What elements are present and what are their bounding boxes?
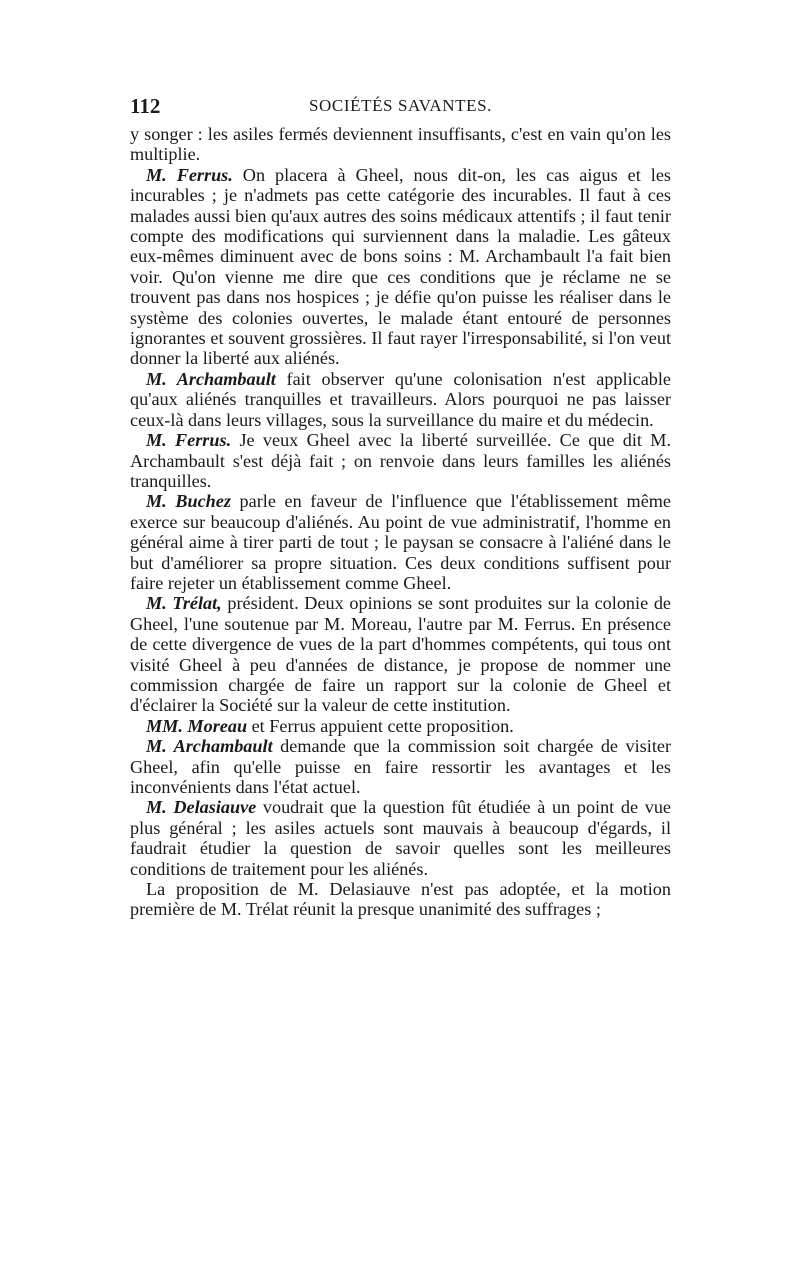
paragraph xyxy=(130,430,671,491)
speaker-name: M. Buchez xyxy=(146,491,231,512)
speaker-name: M. Trélat, xyxy=(146,593,222,614)
speaker-name: M. Archambault xyxy=(146,368,276,389)
speaker-name: M. Ferrus. xyxy=(146,430,232,451)
paragraph-text: demande que la commission soit chargée de visiter Gheel, afin qu'elle puisse en faire ressortir les avantages et les inconvénients dans l'état actuel. xyxy=(130,736,671,797)
paragraph xyxy=(130,165,671,369)
paragraph-text: président. Deux opinions se sont produites sur la colonie de Gheel, l'une soutenue par M. Moreau, l'autre par M. Ferrus. En présence de cette divergence de vues de la part d'hommes compétents, qui tous ont visité Gheel à peu d'années de distance, je propose de nommer une commission chargée de faire un rapport sur la colonie de Gheel et d'éclairer la Société sur la valeur de cette institution. xyxy=(130,593,671,716)
paragraph xyxy=(130,491,671,593)
paragraph-text: La proposition de M. Delasiauve n'est pas adoptée, et la motion première de M. Trélat réunit la presque unanimité des suffrages ; xyxy=(130,879,671,920)
paragraph xyxy=(130,879,671,920)
paragraph xyxy=(130,716,671,736)
book-page xyxy=(130,92,671,920)
paragraph xyxy=(130,124,671,165)
speaker-name: MM. Moreau xyxy=(146,715,248,736)
running-title: SOCIÉTÉS SAVANTES. xyxy=(308,96,493,115)
body-text xyxy=(130,124,671,920)
paragraph xyxy=(130,736,671,797)
running-head xyxy=(130,92,671,120)
speaker-name: M. Ferrus. xyxy=(146,164,233,185)
paragraph-text: y songer : les asiles fermés deviennent insuffisants, c'est en vain qu'on les multiplie. xyxy=(130,124,671,165)
paragraph-text: parle en faveur de l'influence que l'établissement même exerce sur beaucoup d'aliénés. Au point de vue administratif, l'homme en général aime à tirer parti de tout ; le paysan se consacre à l'aliéné dans le but d'améliorer sa propre situation. Ces deux conditions suffisent pour faire rejeter un établissement comme Gheel. xyxy=(130,491,671,593)
speaker-name: M. Delasiauve xyxy=(146,797,257,818)
paragraph-text: Je veux Gheel avec la liberté surveillée. Ce que dit M. Archambault s'est déjà fait ; on renvoie dans leurs familles les aliénés tranquilles. xyxy=(130,430,671,491)
speaker-name: M. Archambault xyxy=(146,736,273,757)
paragraph-text: On placera à Gheel, nous dit-on, les cas aigus et les incurables ; je n'admets pas cette catégorie des incurables. Il faut à ces malades aussi bien qu'aux autres des soins médicaux attentifs ; il faut tenir compte des modifications qui surviennent dans la maladie. Les gâteux eux-mêmes diminuent avec de bons soins : M. Archambault l'a fait bien voir. Qu'on vienne me dire que ces conditions que je réclame ne se trouvent pas dans nos hospices ; je défie qu'on puisse les réaliser dans le système des colonies ouvertes, le malade étant entouré de personnes ignorantes et souvent grossières. Il faut rayer l'irresponsabilité, si l'on veut donner la liberté aux aliénés. xyxy=(130,164,671,369)
paragraph-text: et Ferrus appuient cette proposition. xyxy=(247,715,514,736)
page-number: 112 xyxy=(130,94,161,118)
paragraph-text: fait observer qu'une colonisation n'est applicable qu'aux aliénés tranquilles et travailleurs. Alors pourquoi ne pas laisser ceux-là dans leurs villages, sous la surveillance du maire et du médecin. xyxy=(130,368,671,430)
paragraph-text: voudrait que la question fût étudiée à un point de vue plus général ; les asiles actuels sont mauvais à beaucoup d'égards, il faudrait étudier la question de savoir quelles sont les meilleures conditions de traitement pour les aliénés. xyxy=(130,797,671,879)
paragraph xyxy=(130,797,671,879)
paragraph xyxy=(130,369,671,430)
paragraph xyxy=(130,593,671,715)
